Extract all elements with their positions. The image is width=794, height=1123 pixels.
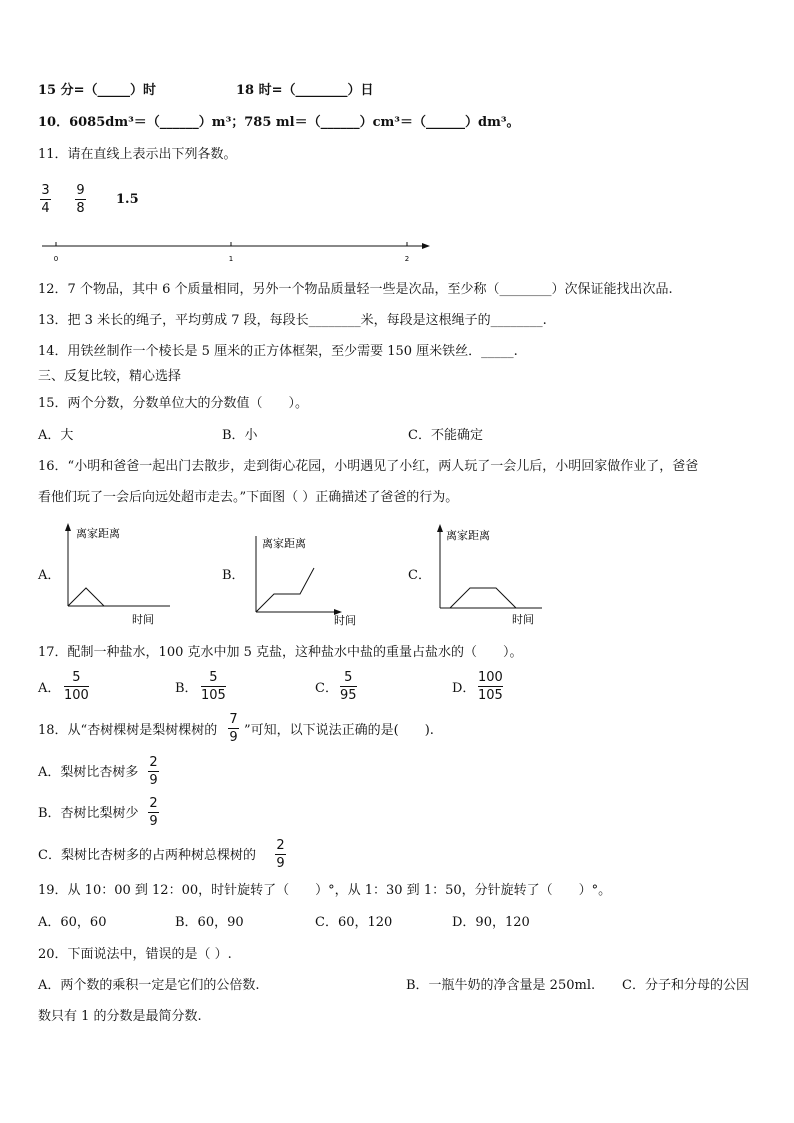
q17-option-d-label: D． — [452, 681, 476, 696]
q17-option-b-label: B． — [175, 681, 198, 696]
graph-c-xlabel: 时间 — [512, 613, 534, 626]
graph-b-xlabel: 时间 — [334, 614, 356, 627]
q16-option-c-label: C． — [408, 568, 431, 583]
graph-a-xlabel: 时间 — [132, 613, 154, 626]
q18-option-c-fraction: 2 9 — [276, 838, 285, 871]
q18-option-a-fraction: 2 9 — [149, 755, 158, 788]
q15-option-a: A．大 — [38, 428, 74, 443]
graph-a-ylabel: 离家距离 — [76, 527, 120, 540]
q16-option-a-label: A． — [38, 568, 61, 583]
q9-part2: 18 时=（________）日 — [236, 83, 374, 98]
q19-text: 19．从 10：00 到 12：00，时针旋转了（ ）°，从 1：30 到 1：50，分针旋转了（ ）°。 — [38, 883, 612, 898]
q19-option-b: B．60，90 — [175, 915, 244, 930]
q19-option-c: C．60，120 — [315, 915, 393, 930]
q18-text-post: ”可知，以下说法正确的是( ). — [244, 723, 434, 738]
q17-text: 17．配制一种盐水，100 克水中加 5 克盐，这种盐水中盐的重量占盐水的（ ）。 — [38, 645, 523, 660]
q18-fraction-7-9: 7 9 — [229, 712, 238, 745]
q20-option-b: B．一瓶牛奶的净含量是 250ml. — [406, 978, 596, 993]
q11-fraction-9-8: 9 8 — [76, 183, 85, 216]
q13-text: 13．把 3 米长的绳子，平均剪成 7 段，每段长________米，每段是这根绳子的________. — [38, 313, 547, 328]
q18-option-b-label: B．杏树比梨树少 — [38, 806, 139, 821]
q18-option-b-fraction: 2 9 — [149, 796, 158, 829]
q9-part1: 15 分=（_____）时 — [38, 83, 157, 98]
q16-option-b-label: B． — [222, 568, 245, 583]
q15-option-c: C．不能确定 — [408, 428, 483, 443]
q17-option-d-fraction: 100 105 — [478, 670, 503, 703]
q15-text: 15．两个分数，分数单位大的分数值（ ）。 — [38, 396, 309, 411]
q10-text: 10．6085dm³＝（______）m³；785 ml＝（______）cm³＝（______）dm³。 — [38, 115, 520, 130]
q18-option-c-label: C．梨树比杏树多的占两种树总棵树的 — [38, 848, 256, 863]
tick-label-1: 1 — [228, 255, 234, 263]
q15-option-b: B．小 — [222, 428, 258, 443]
q20-option-a: A．两个数的乘积一定是它们的公倍数. — [38, 978, 260, 993]
q17-option-a-label: A． — [38, 681, 61, 696]
q16-graph-a — [60, 522, 180, 626]
q18-option-a-label: A．梨树比杏树多 — [38, 765, 139, 780]
q12-text: 12．7 个物品，其中 6 个质量相同，另外一个物品质量轻一些是次品，至少称（________）次保证能找出次品. — [38, 282, 673, 297]
q16-text-line2: 看他们玩了一会后向远处超市走去。”下面图（ ）正确描述了爸爸的行为。 — [38, 490, 459, 505]
q20-option-c: C．分子和分母的公因 — [622, 978, 749, 993]
q20-option-c-continued: 数只有 1 的分数是最简分数. — [38, 1009, 202, 1024]
q18-text-pre: 18．从“杏树棵树是梨树棵树的 — [38, 723, 218, 738]
graph-b-ylabel: 离家距离 — [262, 537, 306, 550]
q19-option-a: A．60，60 — [38, 915, 107, 930]
q16-graph-b — [250, 532, 370, 628]
graph-c-ylabel: 离家距离 — [446, 529, 490, 542]
q14-text: 14．用铁丝制作一个棱长是 5 厘米的正方体框架，至少需要 150 厘米铁丝．_____. — [38, 344, 518, 359]
q19-option-d: D．90，120 — [452, 915, 530, 930]
q16-text-line1: 16．“小明和爸爸一起出门去散步，走到街心花园，小明遇见了小红，两人玩了一会儿后，小明回家做作业了，爸爸 — [38, 459, 699, 474]
q17-option-a-fraction: 5 100 — [64, 670, 89, 703]
q16-graph-c — [432, 522, 552, 626]
tick-label-2: 2 — [404, 255, 410, 263]
q11-fraction-3-4: 3 4 — [41, 183, 50, 216]
number-line — [36, 236, 436, 266]
q11-decimal: 1.5 — [116, 192, 139, 207]
q17-option-c-fraction: 5 95 — [340, 670, 357, 703]
q17-option-c-label: C． — [315, 681, 338, 696]
section-3-heading: 三、反复比较，精心选择 — [38, 369, 182, 384]
q17-option-b-fraction: 5 105 — [201, 670, 226, 703]
tick-label-0: 0 — [53, 255, 59, 263]
q20-text: 20．下面说法中，错误的是（ ）. — [38, 947, 232, 962]
q11-text: 11．请在直线上表示出下列各数。 — [38, 147, 237, 162]
